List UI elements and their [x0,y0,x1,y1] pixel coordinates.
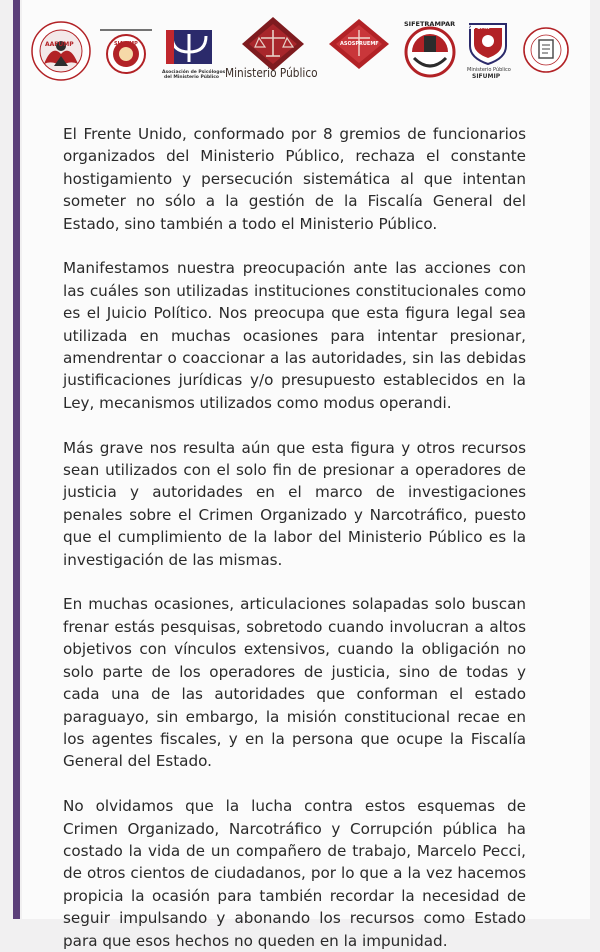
psicologos-logo: Asociación de Psicólogos del Ministerio Público [162,30,216,70]
paragraph-3: Más grave nos resulta aún que esta figura y otros recursos sean utilizados con el solo fin de presionar a operadores de justicia y autoridades en el marco de investigaciones penales sobre el Crimen Organizado y Narcotráfico, puesto que el cumplimiento de la labor del Ministerio Público es la investigación de las mismas. [63,438,526,569]
paragraph-5: No olvidamos que la lucha contra estos esquemas de Crimen Organizado, Narcotráfico y Corrupción pública ha costado la vida de un compañero de trabajo, Marcelo Pecci, de otros cientos de ciudadanos, por lo que a la vez hacemos propicia la ocasión para también recordar la necesidad de seguir impulsando y abonando los recursos como Estado para que esos hechos no queden en la impunidad. [63,797,526,950]
paragraph-4: En muchas ocasiones, articulaciones solapadas solo buscan frenar estás pesquisas, sobretodo cuando involucran a altos objetivos con vínculos extensivos, cuando la obligación no solo parte de los operadores de justicia, sino de todas y cada una de las autoridades que conforman el estado paraguayo, sin embargo, la misión constitucional recae en los agentes fiscales, y en la persona que ocupe la Fiscalía General del Estado. [63,595,526,771]
paragraph-1: El Frente Unido, conformado por 8 gremios de funcionarios organizados del Ministerio Público, rechaza el constante hostigamiento y persecución sistemática al que intentan someter no sólo a la gestión de la Fiscalía General del Estado, sino también a todo el Ministerio Público. [63,125,526,233]
sindicato-seal-logo [522,24,570,76]
statement-body [63,123,526,952]
ministerio-publico-logo [240,16,306,72]
asospruemf-logo: ASOSPRUEMF [328,18,390,70]
sifumip-logo: SIFUMIP Ministerio Público SIFUMIP [467,25,511,80]
sifetrampar-logo: SIFETRAMPAR [400,18,460,78]
paragraph-2: Manifestamos nuestra preocupación ante las acciones con las cuáles son utilizadas instituciones constitucionales como es el Juicio Político. Nos preocupa que esta figura legal sea utilizada en muchas ocasiones para intentar presionar, amendrentar o coaccionar a las autoridades, sin las debidas justificaciones jurídicas y/o presupuesto establecidos en la Ley, mecanismos utilizados como modus operandi. [63,259,526,412]
ministerio-publico-label: Ministerio Público [225,66,318,80]
aafump-logo: AAFUMP [30,20,92,82]
logo-header [28,14,582,90]
sia-ump-logo: SIA UMP [100,28,152,76]
left-accent-bar [13,0,20,919]
